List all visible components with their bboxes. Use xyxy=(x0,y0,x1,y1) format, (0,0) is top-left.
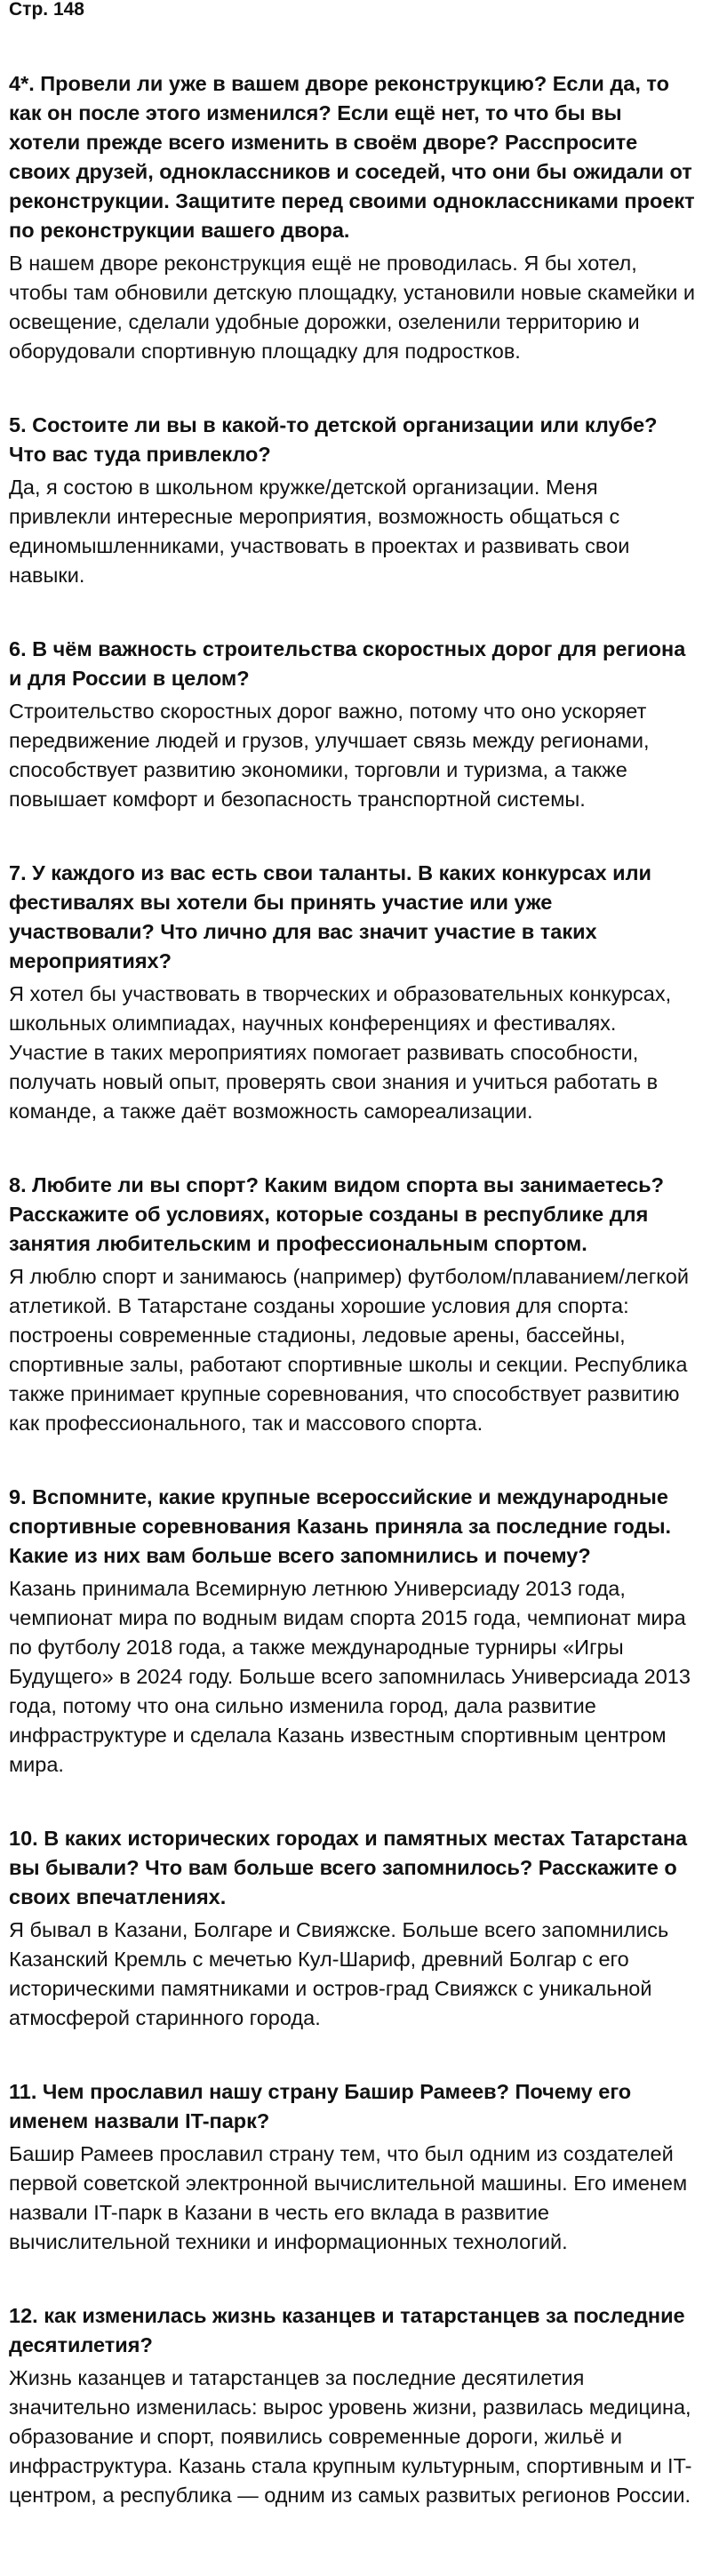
page-number: Стр. 148 xyxy=(9,0,84,20)
question-text: 6. В чём важность строительства скоростных дорог для региона и для России в целом? xyxy=(9,637,686,690)
answer-text: Я люблю спорт и занимаюсь (например) футболом/плаванием/легкой атлетикой. В Татарстане созданы хорошие условия для спорта: построены современные стадионы, ледовые арены, бассейны, спортивные залы, работают спортивные школы и секции. Республика также принимает крупные соревнования, что способствует развитию как профессионального, так и массового спорта. xyxy=(9,1265,690,1435)
answer-text: Да, я состою в школьном кружке/детской организации. Меня привлекли интересные мероприятия, возможность общаться с единомышленниками, участвовать в проектах и развивать свои навыки. xyxy=(9,476,630,587)
qa-item-10 xyxy=(9,1824,695,2033)
qa-item-11 xyxy=(9,2077,695,2257)
question-text: 12. как изменилась жизнь казанцев и татарстанцев за последние десятилетия? xyxy=(9,2304,685,2356)
question-text: 4*. Провели ли уже в вашем дворе реконструкцию? Если да, то как он после этого изменился? Если ещё нет, то что бы вы хотели прежде всего изменить в своём дворе? Расспросите своих друзей, одноклассников и соседей, что они бы ожидали от реконструкции. Защитите перед своими одноклассниками проект по реконструкции вашего двора. xyxy=(9,72,695,242)
question-text: 11. Чем прославил нашу страну Башир Рамеев? Почему его именем назвали IT-парк? xyxy=(9,2080,632,2132)
qa-item-7 xyxy=(9,859,695,1126)
answer-text: Я бывал в Казани, Болгаре и Свияжске. Больше всего запомнились Казанский Кремль с мечетью Кул-Шариф, древний Болгар с его историческими памятниками и остров-град Свияжск с уникальной атмосферой старинного города. xyxy=(9,1918,669,2029)
qa-item-12 xyxy=(9,2301,695,2510)
question-text: 5. Состоите ли вы в какой-то детской организации или клубе? Что вас туда привлекло? xyxy=(9,413,658,466)
answer-text: Я хотел бы участвовать в творческих и образовательных конкурсах, школьных олимпиадах, научных конференциях и фестивалях. Участие в таких мероприятиях помогает развивать способности, получать новый опыт, проверять свои знания и учиться работать в команде, а также даёт возможность самореализации. xyxy=(9,982,672,1123)
answer-text: Строительство скоростных дорог важно, потому что оно ускоряет передвижение людей и грузов, улучшает связь между регионами, способствует развитию экономики, торговли и туризма, а также повышает комфорт и безопасность транспортной системы. xyxy=(9,700,650,811)
answer-text: Башир Рамеев прославил страну тем, что был одним из создателей первой советской электронной вычислительной машины. Его именем назвали IT-парк в Казани в честь его вклада в развитие вычислительной техники и информационных технологий. xyxy=(9,2142,688,2253)
qa-item-4 xyxy=(9,69,695,366)
qa-item-9 xyxy=(9,1483,695,1780)
answer-text: Жизнь казанцев и татарстанцев за последние десятилетия значительно изменилась: вырос уровень жизни, развилась медицина, образование и спорт, появились современные дороги, жильё и инфраструктура. Казань стала крупным культурным, спортивным и IT-центром, а республика — одним из самых развитых регионов России. xyxy=(9,2366,692,2507)
qa-item-6 xyxy=(9,635,695,814)
answer-text: В нашем дворе реконструкция ещё не проводилась. Я бы хотел, чтобы там обновили детскую площадку, установили новые скамейки и освещение, сделали удобные дорожки, озеленили территорию и оборудовали спортивную площадку для подростков. xyxy=(9,252,695,363)
answer-text: Казань принимала Всемирную летнюю Универсиаду 2013 года, чемпионат мира по водным видам спорта 2015 года, чемпионат мира по футболу 2018 года, а также международные турниры «Игры Будущего» в 2024 году. Больше всего запомнилась Универсиада 2013 года, потому что она сильно изменила город, дала развитие инфраструктуре и сделала Казань известным спортивным центром мира. xyxy=(9,1577,691,1776)
question-text: 7. У каждого из вас есть свои таланты. В каких конкурсах или фестивалях вы хотели бы принять участие или уже участвовали? Что лично для вас значит участие в таких мероприятиях? xyxy=(9,861,651,972)
question-text: 8. Любите ли вы спорт? Каким видом спорта вы занимаетесь? Расскажите об условиях, которые созданы в республике для занятия любительским и профессиональным спортом. xyxy=(9,1173,664,1255)
qa-item-8 xyxy=(9,1171,695,1438)
qa-item-5 xyxy=(9,411,695,590)
question-text: 9. Вспомните, какие крупные всероссийские и международные спортивные соревнования Казань приняла за последние годы. Какие из них вам больше всего запомнились и почему? xyxy=(9,1485,672,1567)
question-text: 10. В каких исторических городах и памятных местах Татарстана вы бывали? Что вам больше всего запомнилось? Расскажите о своих впечатлениях. xyxy=(9,1827,688,1908)
